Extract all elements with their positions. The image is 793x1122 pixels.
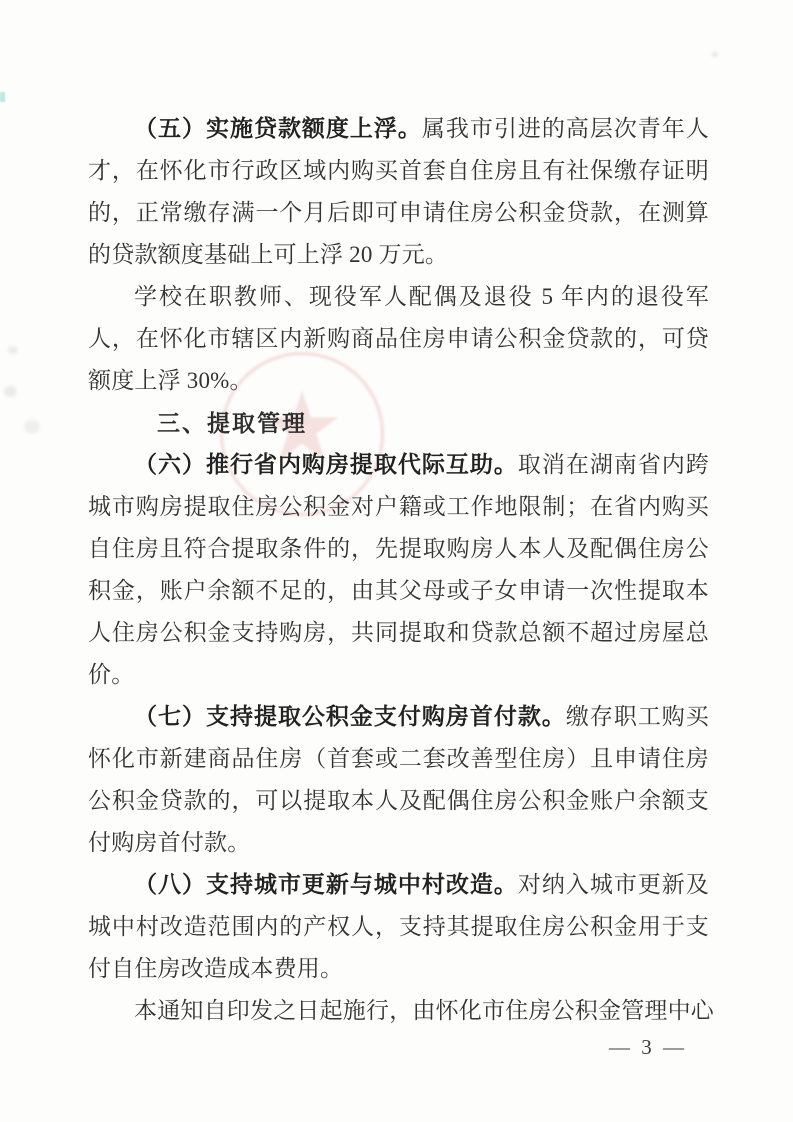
paragraph-8-urban-renewal — [88, 864, 709, 990]
document-body — [88, 108, 714, 1032]
paragraph-6-text: 取消在湖南省内跨城市购房提取住房公积金对户籍或工作地限制；在省内购买自住房且符合提取条件的，先提取购房人本人及配偶住房公积金，账户余额不足的，由其父母或子女申请一次性提取本人住房公积金支持购房，共同提取和贷款总额不超过房屋总价。 — [88, 452, 709, 687]
paragraph-5-lead: （五）实施贷款额度上浮。 — [134, 116, 422, 141]
scan-smudge — [8, 346, 18, 354]
paragraph-6-lead: （六）推行省内购房提取代际互助。 — [134, 452, 518, 477]
paragraph-teachers-veterans — [88, 276, 709, 402]
paragraph-8-text: 对纳入城市更新及城中村改造范围内的产权人，支持其提取住房公积金用于支付自住房改造成本费用。 — [88, 872, 709, 981]
paragraph-teachers-veterans-text: 学校在职教师、现役军人配偶及退役 5 年内的退役军人，在怀化市辖区内新购商品住房申请公积金贷款的，可贷额度上浮 30%。 — [88, 284, 709, 393]
section-heading-withdrawal-management: 三、提取管理 — [157, 410, 307, 436]
scan-smudge — [24, 420, 40, 434]
paragraph-5-text: 属我市引进的高层次青年人才，在怀化市行政区域内购买首套自住房且有社保缴存证明的，正常缴存满一个月后即可申请住房公积金贷款，在测算的贷款额度基础上可上浮 20 万元。 — [88, 116, 709, 267]
page-number: — 3 — — [609, 1035, 687, 1059]
paragraph-closing-text: 本通知自印发之日起施行，由怀化市住房公积金管理中心 — [134, 998, 714, 1023]
scan-smudge — [4, 386, 17, 397]
paragraph-closing-effective-date — [88, 990, 714, 1032]
paragraph-7-text: 缴存职工购买怀化市新建商品住房（首套或二套改善型住房）且申请住房公积金贷款的，可以提取本人及配偶住房公积金账户余额支付购房首付款。 — [88, 704, 709, 855]
paragraph-7-lead: （七）支持提取公积金支付购房首付款。 — [134, 704, 566, 729]
paragraph-5-loan-quota-increase — [88, 108, 709, 276]
paragraph-7-downpayment-withdrawal — [88, 696, 709, 864]
paragraph-8-lead: （八）支持城市更新与城中村改造。 — [134, 872, 518, 897]
scan-speck — [0, 92, 5, 102]
scan-smudge — [712, 52, 718, 57]
paragraph-6-intergenerational-withdrawal — [88, 444, 709, 696]
